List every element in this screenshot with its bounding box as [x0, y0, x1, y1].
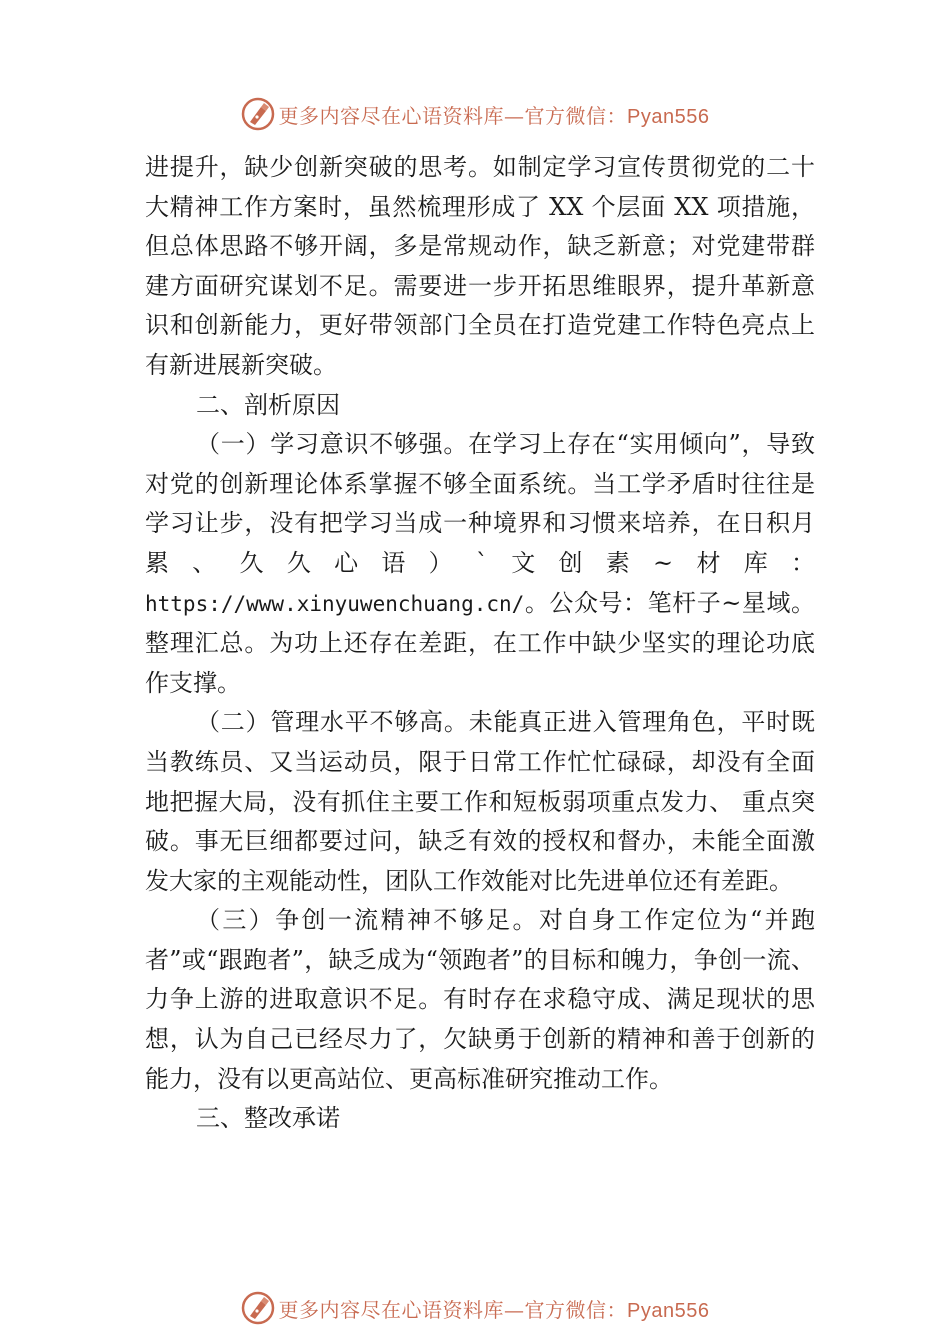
- footer-watermark: [0, 1288, 950, 1328]
- header-watermark: [0, 94, 950, 134]
- watermark-separator: —: [504, 1297, 525, 1322]
- watermark-contact-label: 官方微信：: [524, 1297, 628, 1322]
- pen-nib-logo-icon: [241, 1291, 275, 1325]
- paragraph-1-text-a: （一）学习意识不够强。在学习上存在“实用倾向”，导致对党的创新理论体系掌握不够全面系统。当工学矛盾时往往是学习让步，没有把学习当成一种境界和习惯来培养，在日积月累、久久心语）`文创素~材库：: [145, 430, 815, 577]
- pen-nib-logo-icon: [241, 97, 275, 131]
- watermark-separator: —: [504, 103, 525, 128]
- section-heading-2: 二、剖析原因: [196, 390, 340, 419]
- watermark-slogan: 更多内容尽在心语资料库: [278, 1297, 505, 1322]
- section-heading-3: 三、整改承诺: [196, 1104, 340, 1133]
- watermark-contact-label: 官方微信：: [524, 103, 628, 128]
- watermark-text: [279, 1294, 710, 1323]
- paragraph-1: [145, 425, 815, 703]
- paragraph-3: （三）争创一流精神不够足。对自身工作定位为“并跑者”或“跟跑者”，缺乏成为“领跑者”的目标和魄力，争创一流、力争上游的进取意识不足。有时存在求稳守成、满足现状的思想，认为自己已经尽力了，欠缺勇于创新的精神和善于创新的能力，没有以更高站位、更高标准研究推动工作。: [145, 906, 815, 1093]
- paragraph-continued: 进提升，缺少创新突破的思考。如制定学习宣传贯彻党的二十大精神工作方案时，虽然梳理形成了 XX 个层面 XX 项措施，但总体思路不够开阔，多是常规动作，缺乏新意；对党建带群建方面研究谋划不足。需要进一步开拓思维眼界，提升革新意识和创新能力，更好带领部门全员在打造党建工作特色亮点上有新进展新突破。: [145, 153, 815, 379]
- watermark-account: Pyan556: [627, 1299, 710, 1322]
- watermark-account: Pyan556: [627, 105, 710, 128]
- paragraph-2: （二）管理水平不够高。未能真正进入管理角色，平时既当教练员、又当运动员，限于日常工作忙忙碌碌，却没有全面地把握大局，没有抓住主要工作和短板弱项重点发力、 重点突破。事无巨细都要过问，缺乏有效的授权和督办，未能全面激发大家的主观能动性，团队工作效能对比先进单位还有差距。: [145, 708, 815, 895]
- watermark-text: [279, 100, 710, 129]
- paragraph-1-url: https://www.xinyuwenchuang.cn/: [145, 591, 525, 616]
- watermark-slogan: 更多内容尽在心语资料库: [278, 103, 505, 128]
- paragraph-1-text-b: 。公众号：笔杆子~星域。整理汇总。为功上还存在差距，在工作中缺少坚实的理论功底作支撑。: [145, 588, 815, 697]
- document-body: [145, 148, 815, 1139]
